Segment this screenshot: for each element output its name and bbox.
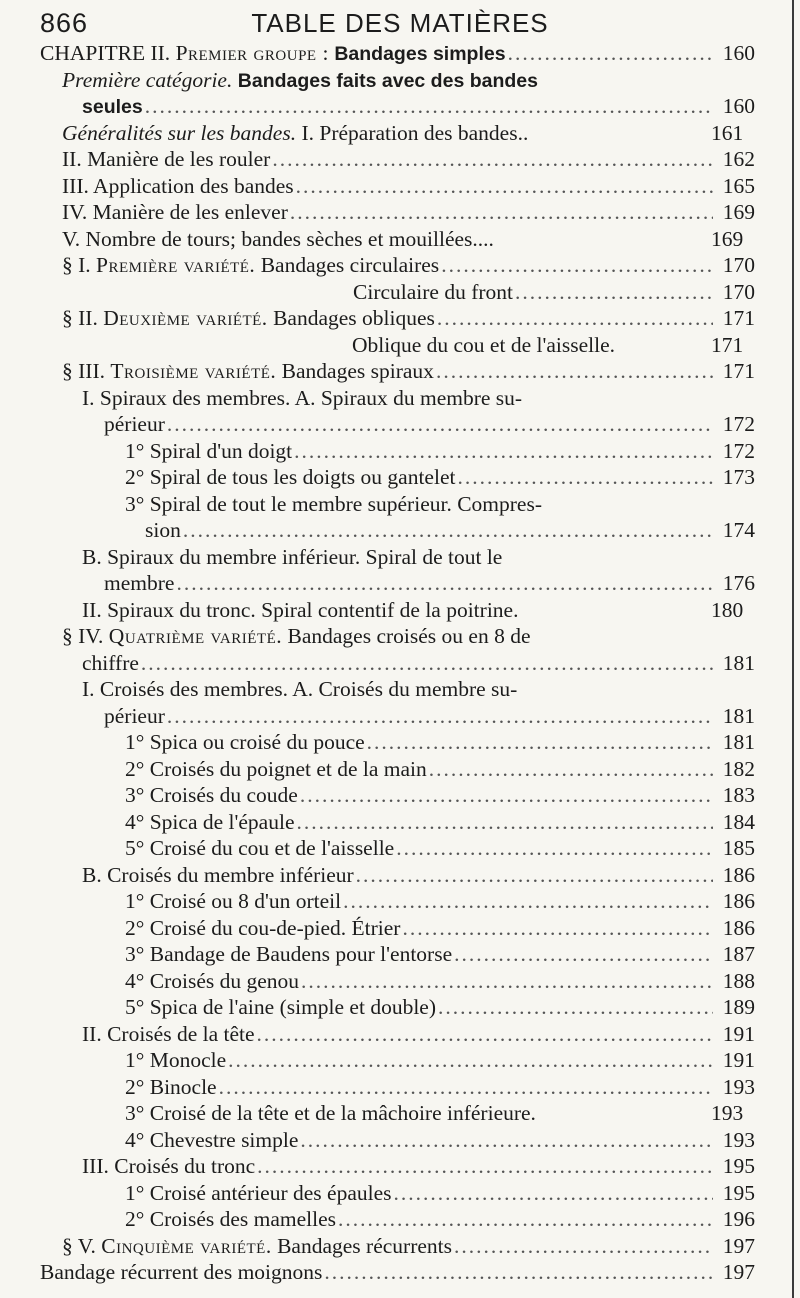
toc-entry-title (125, 756, 427, 783)
toc-entry-title (125, 1100, 536, 1127)
toc-page-number: 176 (722, 571, 755, 595)
toc-entry-text: II. Croisés de la tête (82, 1021, 255, 1046)
toc-entry (0, 676, 800, 703)
dot-leader (454, 1233, 713, 1260)
toc-page-number: 186 (722, 915, 755, 940)
dot-leader (183, 517, 713, 544)
toc-entry (0, 438, 800, 465)
toc-entry (0, 491, 800, 518)
toc-page-number: 181 (722, 703, 755, 728)
toc-entry-text: périeur (104, 412, 165, 436)
toc-entry-title (125, 491, 542, 518)
dot-leader (257, 1153, 713, 1180)
toc-entry (0, 650, 800, 677)
toc-entry-title (125, 1180, 392, 1207)
toc-page-number: 193 (711, 1101, 744, 1125)
toc-entry-text: Bandages faits avec des bandes (232, 69, 538, 92)
toc-entry-title (125, 809, 294, 836)
toc-page-number: 173 (722, 465, 755, 489)
dot-leader (228, 1047, 713, 1074)
toc-page-number: 171 (722, 306, 755, 330)
toc-entry-title (125, 1127, 298, 1154)
toc-entry-title (352, 332, 615, 359)
toc-entry-title (104, 411, 165, 438)
toc-entry-text: sion (145, 518, 181, 542)
toc-entry-title (82, 1153, 255, 1180)
toc-entry-title (104, 703, 165, 730)
dot-leader (300, 782, 713, 809)
toc-entry-text: Bandages spiraux (276, 359, 434, 383)
toc-entry-title (125, 729, 365, 756)
toc-entry-text: périeur (104, 703, 165, 728)
toc-entry-title (40, 40, 506, 68)
toc-entry (0, 120, 800, 147)
toc-entry-text: Premier groupe : (175, 41, 329, 65)
toc-entry (0, 517, 800, 544)
toc-entry (0, 915, 800, 942)
toc-entry-title (62, 226, 494, 253)
toc-entry-text: Bandages récurrents (271, 1233, 453, 1258)
dot-leader (300, 1127, 712, 1154)
toc-entry-text: II. Spiraux du tronc. Spiral contentif de la poitrine. (82, 597, 519, 622)
toc-entry (0, 994, 800, 1021)
toc-page-number: 169 (722, 200, 755, 224)
toc-entry-title (82, 597, 518, 624)
toc-entry-text: Oblique du cou et de l'aisselle. (352, 332, 615, 357)
toc-entry-text: § V. (62, 1233, 102, 1258)
dot-leader (457, 464, 712, 491)
toc-entry-text: seules (82, 96, 143, 118)
running-title: TABLE DES MATIÈRES (251, 8, 549, 38)
dot-leader (394, 1180, 713, 1207)
toc-entry (0, 888, 800, 915)
toc-entry-title (125, 888, 341, 915)
dot-leader (301, 968, 713, 995)
toc-entry-text: membre (104, 571, 175, 595)
toc-entry (0, 226, 800, 253)
toc-page-number: 165 (722, 173, 755, 198)
toc-entry-title (62, 67, 538, 95)
dot-leader (141, 650, 713, 677)
toc-entry (0, 570, 800, 597)
toc-entry (0, 173, 800, 200)
dot-leader (296, 809, 712, 836)
toc-entry-text: 1° Spica ou croisé du pouce (125, 730, 365, 754)
toc-entry-text: 1° Monocle (125, 1048, 227, 1072)
dot-leader (396, 835, 713, 862)
toc-entry-text: Généralités sur les bandes. (62, 120, 297, 145)
toc-entry-title (62, 623, 531, 650)
dot-leader (437, 305, 713, 332)
toc-entry-title (62, 199, 288, 226)
toc-entry-text: 2° Croisés du poignet et de la main (125, 756, 427, 781)
dot-leader (402, 915, 712, 942)
toc-page-number: 171 (711, 332, 744, 357)
toc-entry-title (104, 570, 174, 597)
toc-entry-text: § III. (62, 359, 111, 383)
toc-entry (0, 1100, 800, 1127)
toc-entry-text: § II. (62, 306, 104, 330)
page-number: 866 (40, 8, 89, 38)
toc-entry-text: 5° Spica de l'aine (simple et double) (125, 995, 436, 1019)
toc-entry-text: Première catégorie. (62, 67, 233, 92)
toc-entry-text: 1° Spiral d'un doigt (125, 438, 293, 463)
toc-entry-title (40, 1259, 322, 1286)
toc-page-number: 191 (722, 1021, 755, 1046)
page-edge-shadow (792, 0, 794, 1298)
toc-page-number: 193 (722, 1074, 755, 1099)
toc-entry (0, 1153, 800, 1180)
toc-entry (0, 756, 800, 783)
toc-entry-title (82, 93, 143, 121)
toc-entry-text: 4° Spica de l'épaule (125, 809, 295, 834)
toc-entry-text: 2° Croisés des mamelles (125, 1207, 337, 1231)
toc-entry-title (125, 941, 452, 968)
toc-entry-text: Deuxième variété. (103, 306, 268, 330)
dot-leader (356, 862, 713, 889)
toc-entry-title (125, 438, 292, 465)
toc-entry-title (62, 305, 435, 332)
toc-entry (0, 411, 800, 438)
toc-entry (0, 1021, 800, 1048)
toc-page-number: 160 (722, 41, 755, 65)
toc-entry-text: B. Spiraux du membre inférieur. Spiral de tout le (82, 544, 503, 569)
toc-entry-text: Bandages simples (328, 43, 506, 65)
toc-entry (0, 968, 800, 995)
toc-page-number: 195 (722, 1154, 755, 1178)
toc-page-number: 196 (722, 1207, 755, 1231)
toc-entry-text: chiffre (82, 650, 139, 675)
toc-entry (0, 623, 800, 650)
toc-entry-title (62, 358, 434, 385)
dot-leader (343, 888, 713, 915)
toc-entry-text: Cinquième variété. (101, 1233, 272, 1258)
toc-entry-text: Troisième variété. (110, 359, 277, 383)
toc-entry-title (62, 173, 294, 200)
table-of-contents (0, 40, 800, 1286)
dot-leader (338, 1206, 713, 1233)
toc-entry-title (125, 994, 436, 1021)
toc-page-number: 181 (722, 730, 755, 754)
toc-entry-title (353, 279, 513, 306)
toc-page-number: 197 (722, 1260, 755, 1284)
dot-leader (429, 756, 713, 783)
toc-entry-text: Quatrième variété. (108, 624, 283, 648)
toc-entry (0, 544, 800, 571)
toc-entry-text: III. Application des bandes (62, 173, 294, 198)
toc-entry-title (82, 1021, 255, 1048)
toc-page-number: 180 (711, 597, 744, 622)
toc-entry (0, 1074, 800, 1101)
toc-entry-title (82, 385, 522, 412)
toc-entry-title (125, 1047, 226, 1074)
toc-page-number: 193 (722, 1127, 755, 1152)
dot-leader (290, 199, 713, 226)
toc-page-number: 183 (722, 783, 755, 807)
dot-leader (145, 93, 713, 120)
toc-entry-title (62, 146, 270, 173)
toc-entry (0, 199, 800, 226)
toc-entry-text: 4° Chevestre simple (125, 1127, 299, 1152)
toc-page-number: 174 (722, 518, 755, 542)
toc-entry-title (145, 517, 181, 544)
toc-entry-text: B. Croisés du membre inférieur (82, 862, 354, 887)
toc-entry-title (125, 968, 299, 995)
toc-entry (0, 1259, 800, 1286)
toc-page-number: 182 (722, 756, 755, 781)
toc-entry (0, 1127, 800, 1154)
toc-entry (0, 1206, 800, 1233)
toc-entry (0, 67, 800, 94)
dot-leader (176, 570, 712, 597)
toc-entry-text: 2° Croisé du cou-de-pied. Étrier (125, 915, 401, 940)
toc-page-number: 169 (711, 226, 744, 251)
toc-entry (0, 464, 800, 491)
toc-entry-text: Bandage récurrent des moignons (40, 1260, 323, 1284)
toc-page-number: 184 (722, 809, 755, 834)
toc-entry (0, 332, 800, 359)
toc-entry-text: Bandages obliques (267, 306, 435, 330)
toc-entry (0, 40, 800, 67)
toc-page-number: 170 (722, 253, 755, 277)
toc-page-number: 171 (722, 359, 755, 383)
toc-entry-text: § I. (62, 253, 97, 277)
toc-entry (0, 93, 800, 120)
toc-entry-text: 3° Spiral de tout le membre supérieur. Compres- (125, 491, 543, 516)
toc-entry-text: Circulaire du front (353, 279, 514, 304)
dot-leader (257, 1021, 713, 1048)
toc-entry-title (125, 464, 455, 491)
toc-page-number: 189 (722, 995, 755, 1019)
toc-page-number: 197 (722, 1233, 755, 1258)
dot-leader (324, 1259, 712, 1286)
toc-page-number: 161 (711, 120, 744, 145)
toc-entry-title (82, 544, 502, 571)
toc-page-number: 186 (722, 889, 755, 913)
dot-leader (438, 994, 713, 1021)
toc-page-number: 188 (722, 968, 755, 993)
toc-entry-text: Bandages croisés ou en 8 de (282, 624, 531, 648)
toc-entry-text: III. Croisés du tronc (82, 1154, 256, 1178)
page-header (0, 0, 800, 44)
toc-entry-title (82, 676, 517, 703)
toc-entry-text: Bandages circulaires (255, 253, 440, 277)
toc-entry-text: 3° Croisés du coude (125, 783, 298, 807)
dot-leader (367, 729, 713, 756)
toc-page-number: 195 (722, 1180, 755, 1205)
toc-entry-text: 4° Croisés du genou (125, 968, 300, 993)
toc-entry-text: § IV. (62, 624, 109, 648)
toc-entry-text: 1° Croisé antérieur des épaules (125, 1180, 392, 1205)
toc-entry (0, 729, 800, 756)
toc-entry-text: Première variété. (96, 253, 256, 277)
dot-leader (294, 438, 713, 465)
toc-entry-text: 1° Croisé ou 8 d'un orteil (125, 889, 342, 913)
toc-entry-title (125, 915, 400, 942)
toc-page-number: 187 (722, 942, 755, 966)
toc-entry (0, 597, 800, 624)
toc-entry-title (62, 120, 528, 147)
toc-entry (0, 782, 800, 809)
toc-entry-text: 3° Croisé de la tête et de la mâchoire inférieure. (125, 1101, 536, 1125)
toc-entry (0, 305, 800, 332)
toc-entry (0, 703, 800, 730)
toc-entry-text: I. Spiraux des membres. A. Spiraux du membre su- (82, 385, 523, 410)
dot-leader (441, 252, 713, 279)
toc-entry-title (125, 782, 298, 809)
toc-entry-title (82, 862, 354, 889)
toc-page-number: 172 (722, 412, 755, 436)
toc-entry-text: CHAPITRE II. (40, 41, 176, 65)
toc-page-number: 160 (722, 94, 755, 118)
toc-entry (0, 835, 800, 862)
toc-entry-title (82, 650, 139, 677)
toc-entry-text: I. Croisés des membres. A. Croisés du membre su- (82, 677, 518, 701)
toc-page-number: 172 (722, 438, 755, 463)
toc-page-number: 185 (722, 836, 755, 860)
toc-entry (0, 941, 800, 968)
toc-entry-title (62, 1233, 452, 1260)
toc-page-number: 191 (722, 1048, 755, 1072)
toc-entry-text: 3° Bandage de Baudens pour l'entorse (125, 942, 453, 966)
toc-page-number: 181 (722, 650, 755, 675)
toc-entry-text: 5° Croisé du cou et de l'aisselle (125, 836, 395, 860)
dot-leader (515, 279, 713, 306)
toc-entry-title (125, 1206, 336, 1233)
dot-leader (508, 40, 713, 67)
dot-leader (167, 703, 713, 730)
toc-entry-text: I. Préparation des bandes.. (296, 120, 529, 145)
toc-entry-text: 2° Binocle (125, 1074, 217, 1099)
dot-leader (436, 358, 713, 385)
toc-page-number: 186 (722, 862, 755, 887)
toc-entry (0, 862, 800, 889)
toc-entry (0, 358, 800, 385)
toc-entry (0, 1047, 800, 1074)
dot-leader (167, 411, 713, 438)
toc-entry (0, 279, 800, 306)
toc-entry (0, 252, 800, 279)
dot-leader (454, 941, 713, 968)
toc-entry-title (62, 252, 439, 279)
toc-entry-text: 2° Spiral de tous les doigts ou gantelet (125, 465, 456, 489)
dot-leader (272, 146, 712, 173)
toc-entry-title (125, 835, 394, 862)
toc-entry (0, 809, 800, 836)
toc-entry (0, 1180, 800, 1207)
toc-entry (0, 385, 800, 412)
toc-page-number: 162 (722, 147, 755, 171)
toc-entry-text: IV. Manière de les enlever (62, 200, 288, 224)
toc-entry-title (125, 1074, 217, 1101)
toc-entry-text: II. Manière de les rouler (62, 147, 271, 171)
toc-entry (0, 1233, 800, 1260)
dot-leader (296, 173, 713, 200)
toc-page-number: 170 (722, 279, 755, 304)
dot-leader (219, 1074, 713, 1101)
toc-entry-text: V. Nombre de tours; bandes sèches et mouillées.... (62, 226, 494, 251)
toc-entry (0, 146, 800, 173)
